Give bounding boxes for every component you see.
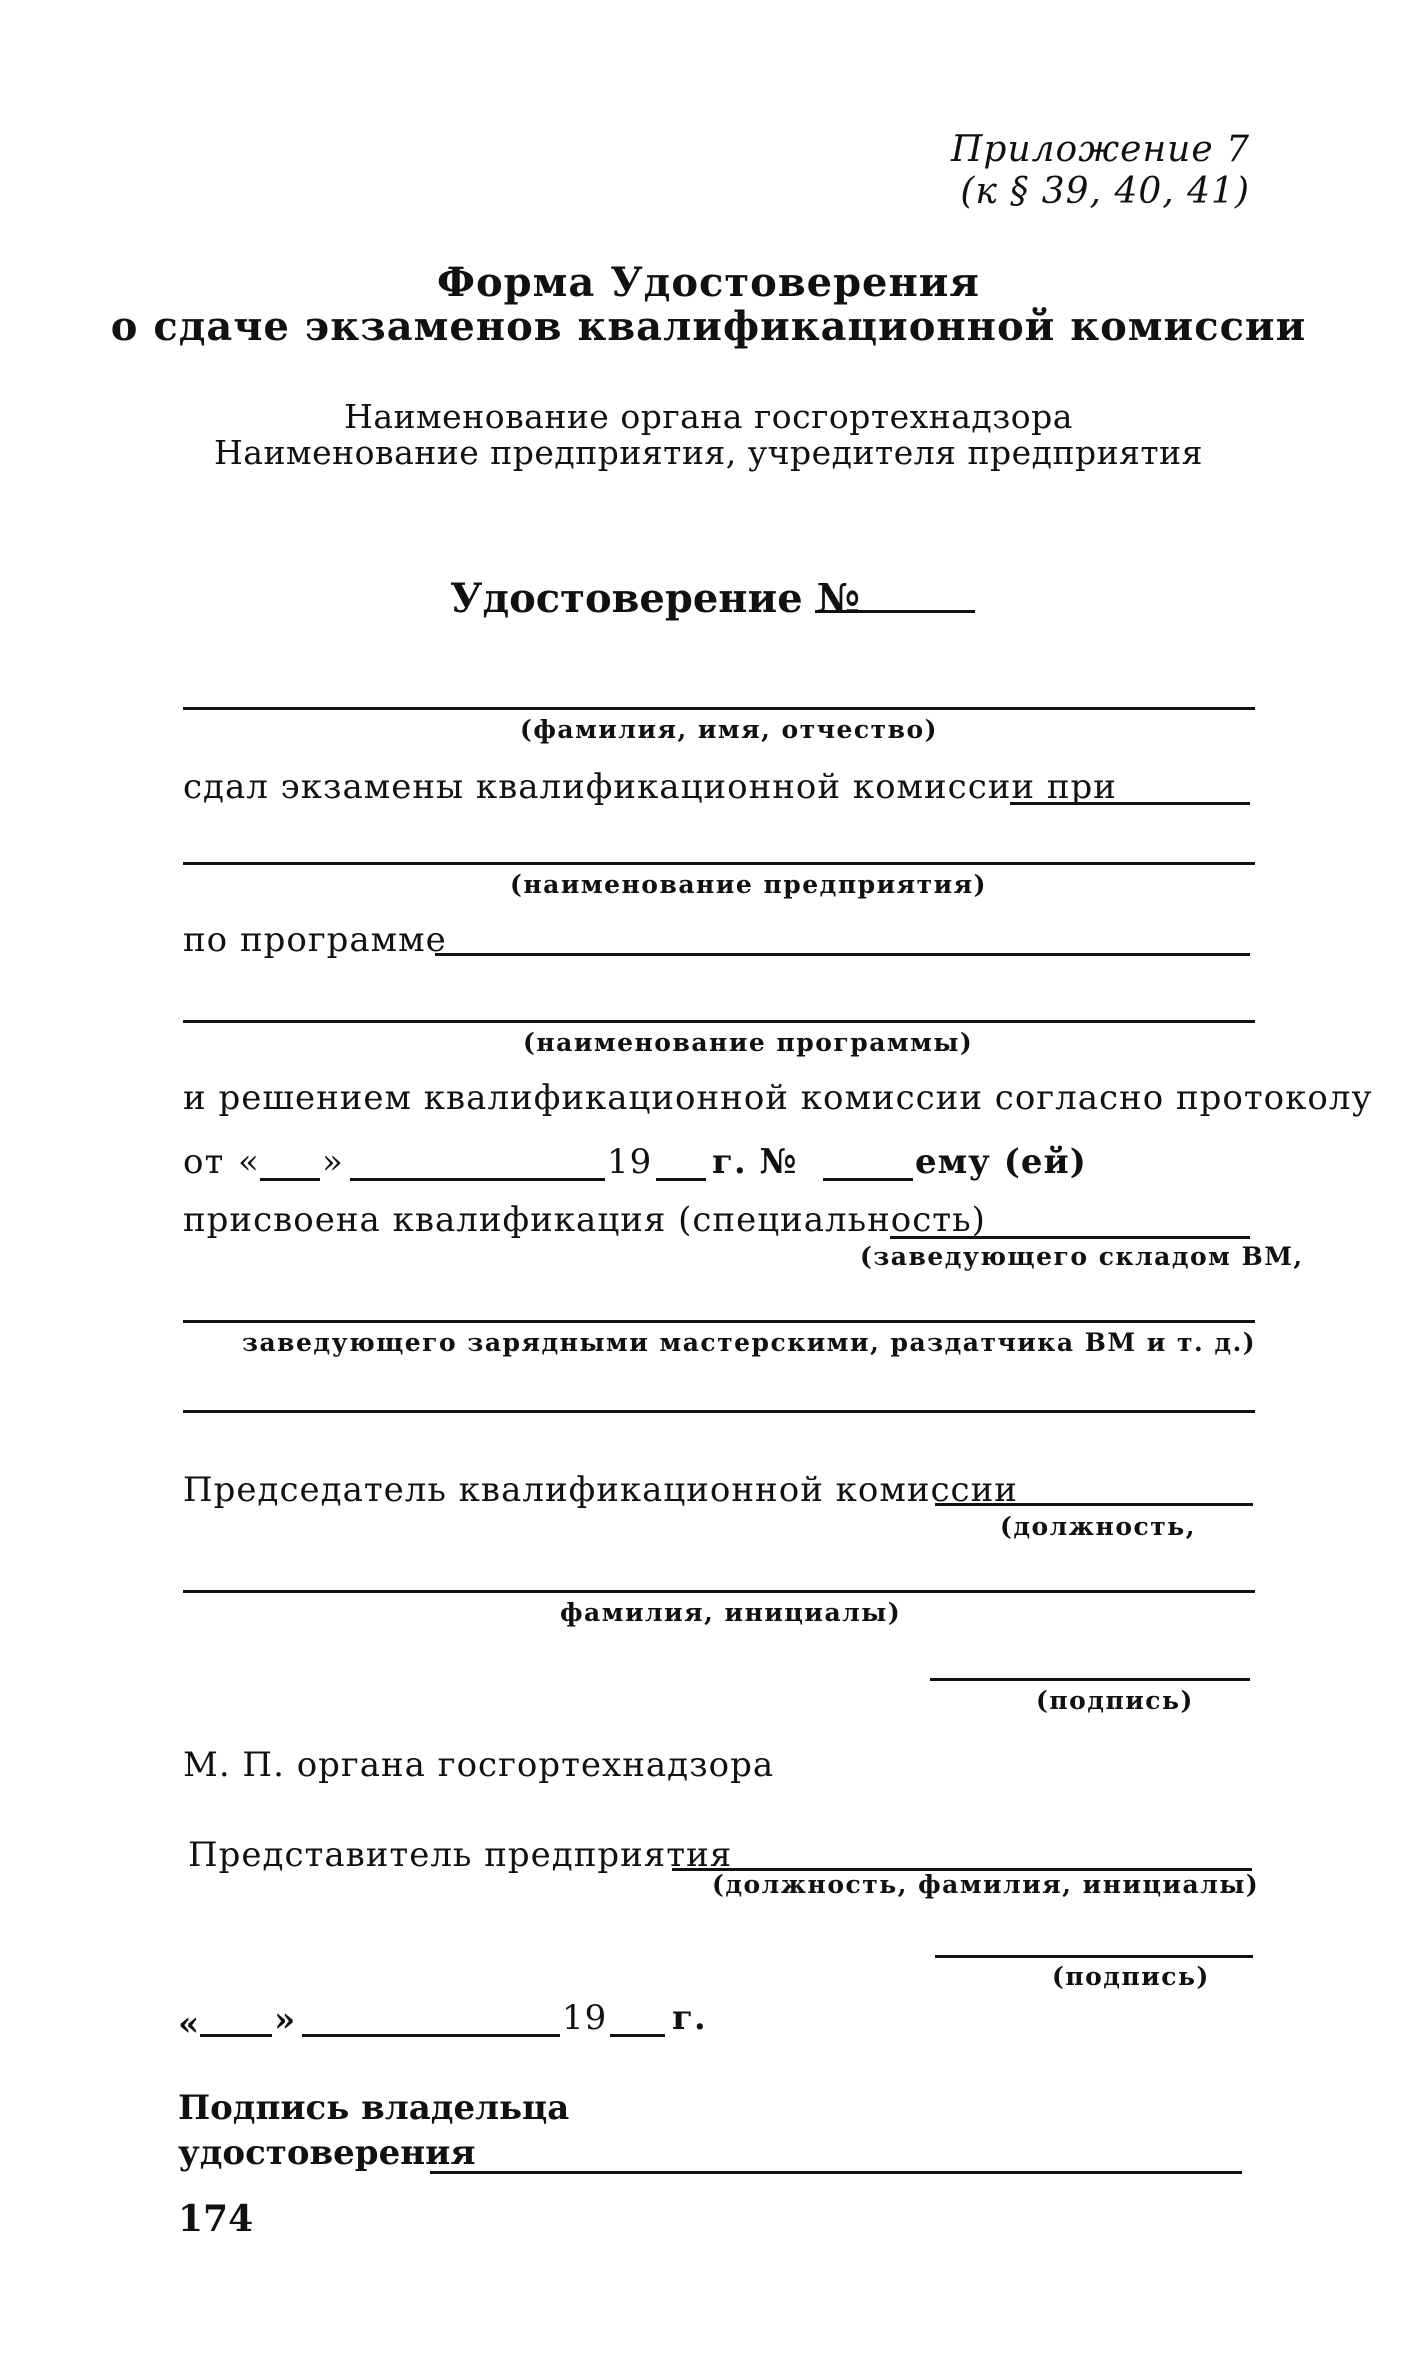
final-day-field[interactable] bbox=[200, 2034, 272, 2037]
qualification-field-3[interactable] bbox=[183, 1410, 1255, 1413]
date-quote-close: » bbox=[322, 1142, 344, 1182]
protocol-year-field[interactable] bbox=[656, 1178, 706, 1181]
representative-text: Представитель предприятия bbox=[188, 1835, 733, 1875]
page-number: 174 bbox=[178, 2198, 254, 2240]
final-month-field[interactable] bbox=[302, 2034, 560, 2037]
stamp-text: М. П. органа госгортехнадзора bbox=[183, 1745, 775, 1785]
year-prefix: 19 bbox=[607, 1142, 653, 1182]
certificate-label: Удостоверение № bbox=[450, 575, 861, 622]
program-name-field[interactable] bbox=[183, 1020, 1255, 1023]
chairman-text: Председатель квалификационной комиссии bbox=[183, 1470, 1018, 1510]
program-text: по программе bbox=[183, 920, 447, 960]
chairman-name-field[interactable] bbox=[183, 1590, 1255, 1593]
protocol-day-field[interactable] bbox=[260, 1178, 320, 1181]
org-authority-name: Наименование органа госгортехнадзора bbox=[344, 397, 1073, 436]
final-year-field[interactable] bbox=[610, 2034, 665, 2037]
representative-caption: (должность, фамилия, инициалы) bbox=[712, 1870, 1260, 1899]
exam-text: сдал экзамены квалификационной комиссии при bbox=[183, 767, 1117, 807]
owner-signature-field[interactable] bbox=[430, 2171, 1242, 2174]
chairman-position-field[interactable] bbox=[935, 1503, 1253, 1506]
qualification-text: присвоена квалификация (специальность) bbox=[183, 1200, 986, 1240]
org-enterprise-name: Наименование предприятия, учредителя предприятия bbox=[214, 433, 1203, 472]
enterprise-caption: (наименование предприятия) bbox=[510, 870, 987, 899]
fio-caption: (фамилия, имя, отчество) bbox=[520, 715, 938, 744]
final-date-quote-close: » bbox=[274, 2000, 297, 2040]
decision-text: и решением квалификационной комиссии согласно протоколу bbox=[183, 1078, 1373, 1118]
chairman-caption-2: фамилия, инициалы) bbox=[560, 1598, 902, 1627]
certificate-number-field[interactable] bbox=[815, 610, 975, 613]
qualification-caption-2: заведующего зарядными мастерскими, раздатчика ВМ и т. д.) bbox=[242, 1328, 1257, 1357]
owner-signature-label-1: Подпись владельца bbox=[178, 2088, 570, 2128]
representative-signature-field[interactable] bbox=[935, 1955, 1253, 1958]
enterprise-field[interactable] bbox=[183, 862, 1255, 865]
chairman-caption-1: (должность, bbox=[1000, 1512, 1196, 1541]
final-date-quote-open: « bbox=[178, 2004, 201, 2044]
fio-field[interactable] bbox=[183, 707, 1255, 710]
appendix-number: Приложение 7 bbox=[951, 129, 1250, 170]
qualification-caption-1: (заведующего складом ВМ, bbox=[860, 1242, 1304, 1271]
date-quote-open: « bbox=[238, 1142, 260, 1182]
protocol-month-field[interactable] bbox=[350, 1178, 605, 1181]
final-year-suffix: г. bbox=[672, 1998, 707, 2038]
date-ot: от bbox=[183, 1142, 225, 1182]
protocol-number-field[interactable] bbox=[823, 1178, 913, 1181]
final-year-prefix: 19 bbox=[562, 1998, 608, 2038]
chairman-signature-caption: (подпись) bbox=[1036, 1686, 1194, 1715]
qualification-field[interactable] bbox=[890, 1236, 1250, 1239]
qualification-field-2[interactable] bbox=[183, 1320, 1255, 1323]
form-subtitle: о сдаче экзаменов квалификационной комиссии bbox=[110, 303, 1307, 350]
appendix-reference: (к § 39, 40, 41) bbox=[960, 171, 1250, 212]
chairman-signature-field[interactable] bbox=[930, 1678, 1250, 1681]
program-caption: (наименование программы) bbox=[523, 1028, 974, 1057]
commission-field[interactable] bbox=[1010, 802, 1250, 805]
year-suffix-number: г. № bbox=[712, 1142, 798, 1182]
program-field[interactable] bbox=[435, 953, 1250, 956]
representative-signature-caption: (подпись) bbox=[1052, 1962, 1210, 1991]
emu-ei: ему (ей) bbox=[915, 1142, 1087, 1182]
owner-signature-label-2: удостоверения bbox=[178, 2133, 476, 2173]
form-title: Форма Удостоверения bbox=[437, 259, 980, 306]
